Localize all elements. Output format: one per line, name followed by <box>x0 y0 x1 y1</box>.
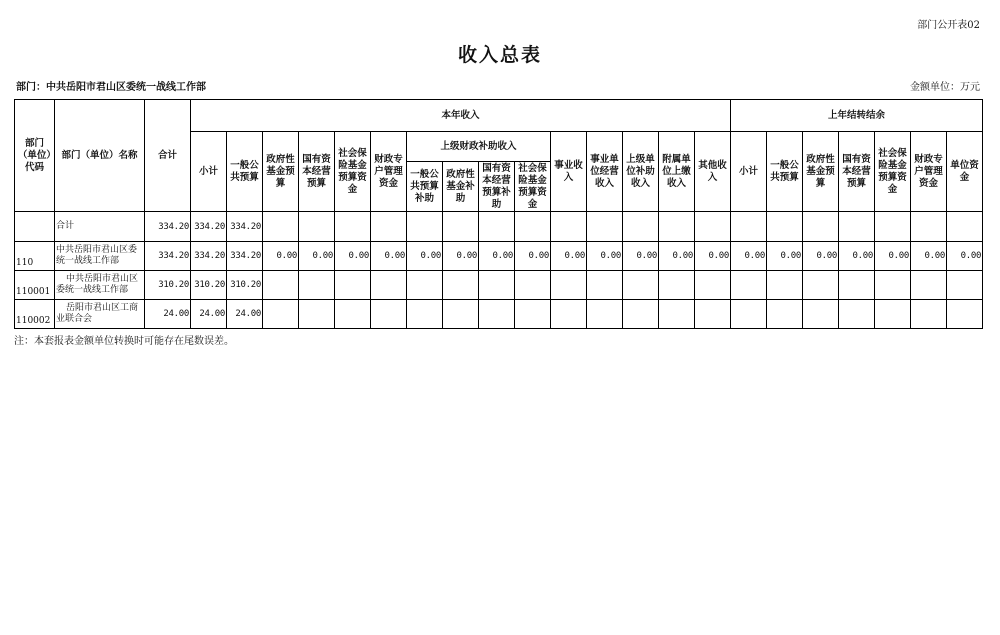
header-cur-col: 财政专户管理资金 <box>371 132 407 212</box>
value-cell <box>443 212 479 242</box>
value-cell <box>263 212 299 242</box>
value-cell <box>299 271 335 300</box>
header-superior-group: 上级财政补助收入 <box>407 132 551 162</box>
header-sup-col: 政府性基金补助 <box>443 162 479 212</box>
value-cell <box>659 271 695 300</box>
value-cell: 0.00 <box>695 242 731 271</box>
value-cell <box>875 271 911 300</box>
footnote: 注：本套报表金额单位转换时可能存在尾数误差。 <box>14 336 234 347</box>
header-current-year: 本年收入 <box>191 100 731 132</box>
value-cell <box>767 300 803 329</box>
value-cell <box>299 300 335 329</box>
value-cell <box>407 300 443 329</box>
row-code-cell: 110001 <box>15 271 55 300</box>
value-cell <box>263 271 299 300</box>
value-cell: 0.00 <box>875 242 911 271</box>
value-cell <box>335 212 371 242</box>
income-summary-table <box>14 99 983 329</box>
value-cell: 0.00 <box>335 242 371 271</box>
value-cell <box>335 300 371 329</box>
value-cell: 0.00 <box>587 242 623 271</box>
value-cell <box>371 300 407 329</box>
table-row <box>15 300 983 329</box>
value-cell: 0.00 <box>371 242 407 271</box>
header-prev-col: 一般公共预算 <box>767 132 803 212</box>
value-cell: 0.00 <box>479 242 515 271</box>
value-cell <box>551 271 587 300</box>
value-cell: 0.00 <box>443 242 479 271</box>
value-cell: 0.00 <box>659 242 695 271</box>
header-prev-col: 社会保险基金预算资金 <box>875 132 911 212</box>
header-cur-col: 小计 <box>191 132 227 212</box>
header-other-col: 事业收入 <box>551 132 587 212</box>
value-cell: 0.00 <box>515 242 551 271</box>
header-cur-col: 一般公共预算 <box>227 132 263 212</box>
value-cell <box>803 271 839 300</box>
value-cell <box>623 271 659 300</box>
value-cell <box>731 271 767 300</box>
value-cell <box>479 271 515 300</box>
value-cell: 0.00 <box>947 242 983 271</box>
value-cell: 24.00 <box>191 300 227 329</box>
header-cur-col: 国有资本经营预算 <box>299 132 335 212</box>
value-cell: 0.00 <box>407 242 443 271</box>
value-cell <box>947 271 983 300</box>
value-cell: 334.20 <box>145 242 191 271</box>
row-code-cell: 110 <box>15 242 55 271</box>
department-label: 部门：中共岳阳市君山区委统一战线工作部 <box>16 82 206 93</box>
value-cell <box>299 212 335 242</box>
value-cell <box>407 271 443 300</box>
value-cell <box>911 300 947 329</box>
header-cur-col: 社会保险基金预算资金 <box>335 132 371 212</box>
value-cell <box>911 271 947 300</box>
value-cell <box>947 212 983 242</box>
value-cell: 310.20 <box>145 271 191 300</box>
value-cell <box>659 212 695 242</box>
header-prev-col: 小计 <box>731 132 767 212</box>
value-cell <box>587 212 623 242</box>
page-title: 收入总表 <box>457 44 542 66</box>
value-cell: 0.00 <box>911 242 947 271</box>
form-code: 部门公开表02 <box>917 20 980 31</box>
value-cell: 310.20 <box>191 271 227 300</box>
header-sup-col: 国有资本经营预算补助 <box>479 162 515 212</box>
value-cell <box>839 271 875 300</box>
value-cell: 0.00 <box>803 242 839 271</box>
header-prev-col: 单位资金 <box>947 132 983 212</box>
value-cell <box>623 300 659 329</box>
value-cell: 24.00 <box>227 300 263 329</box>
header-sup-col: 一般公共预算补助 <box>407 162 443 212</box>
value-cell <box>695 300 731 329</box>
header-other-col: 附属单位上缴收入 <box>659 132 695 212</box>
header-total: 合计 <box>145 100 191 212</box>
value-cell: 334.20 <box>191 212 227 242</box>
value-cell <box>515 212 551 242</box>
table-body <box>15 212 983 329</box>
value-cell <box>767 271 803 300</box>
table-row <box>15 242 983 271</box>
row-code-cell <box>15 212 55 242</box>
value-cell: 0.00 <box>623 242 659 271</box>
value-cell: 0.00 <box>551 242 587 271</box>
row-code-cell: 110002 <box>15 300 55 329</box>
value-cell: 0.00 <box>731 242 767 271</box>
value-cell <box>587 271 623 300</box>
header-other-col: 事业单位经营收入 <box>587 132 623 212</box>
value-cell <box>515 271 551 300</box>
value-cell <box>695 212 731 242</box>
value-cell: 0.00 <box>263 242 299 271</box>
value-cell <box>803 300 839 329</box>
value-cell <box>335 271 371 300</box>
value-cell <box>731 212 767 242</box>
value-cell <box>659 300 695 329</box>
value-cell <box>947 300 983 329</box>
header-name: 部门（单位）名称 <box>55 100 145 212</box>
table-row <box>15 271 983 300</box>
header-prior-year: 上年结转结余 <box>731 100 983 132</box>
header-prev-col: 国有资本经营预算 <box>839 132 875 212</box>
value-cell: 334.20 <box>191 242 227 271</box>
value-cell: 0.00 <box>299 242 335 271</box>
value-cell <box>875 212 911 242</box>
value-cell <box>551 212 587 242</box>
value-cell <box>443 271 479 300</box>
header-prev-col: 政府性基金预算 <box>803 132 839 212</box>
value-cell <box>371 271 407 300</box>
value-cell <box>911 212 947 242</box>
value-cell <box>767 212 803 242</box>
value-cell <box>407 212 443 242</box>
value-cell <box>551 300 587 329</box>
row-name-cell: 合计 <box>55 212 145 242</box>
header-sup-col: 社会保险基金预算资金 <box>515 162 551 212</box>
value-cell <box>839 212 875 242</box>
value-cell: 310.20 <box>227 271 263 300</box>
value-cell: 334.20 <box>227 212 263 242</box>
value-cell <box>263 300 299 329</box>
value-cell <box>479 300 515 329</box>
value-cell: 0.00 <box>839 242 875 271</box>
value-cell <box>731 300 767 329</box>
header-prev-col: 财政专户管理资金 <box>911 132 947 212</box>
value-cell: 0.00 <box>767 242 803 271</box>
value-cell <box>695 271 731 300</box>
value-cell <box>371 212 407 242</box>
value-cell <box>839 300 875 329</box>
value-cell: 334.20 <box>145 212 191 242</box>
row-name-cell: 中共岳阳市君山区委统一战线工作部 <box>55 271 145 300</box>
unit-label: 金额单位：万元 <box>910 82 980 93</box>
value-cell: 334.20 <box>227 242 263 271</box>
header-other-col: 其他收入 <box>695 132 731 212</box>
row-name-cell: 中共岳阳市君山区委统一战线工作部 <box>55 242 145 271</box>
row-name-cell: 岳阳市君山区工商业联合会 <box>55 300 145 329</box>
value-cell <box>515 300 551 329</box>
header-code: 部门（单位）代码 <box>15 100 55 212</box>
value-cell <box>479 212 515 242</box>
value-cell <box>803 212 839 242</box>
header-cur-col: 政府性基金预算 <box>263 132 299 212</box>
table-row <box>15 212 983 242</box>
value-cell <box>587 300 623 329</box>
value-cell <box>875 300 911 329</box>
value-cell: 24.00 <box>145 300 191 329</box>
header-other-col: 上级单位补助收入 <box>623 132 659 212</box>
value-cell <box>623 212 659 242</box>
value-cell <box>443 300 479 329</box>
